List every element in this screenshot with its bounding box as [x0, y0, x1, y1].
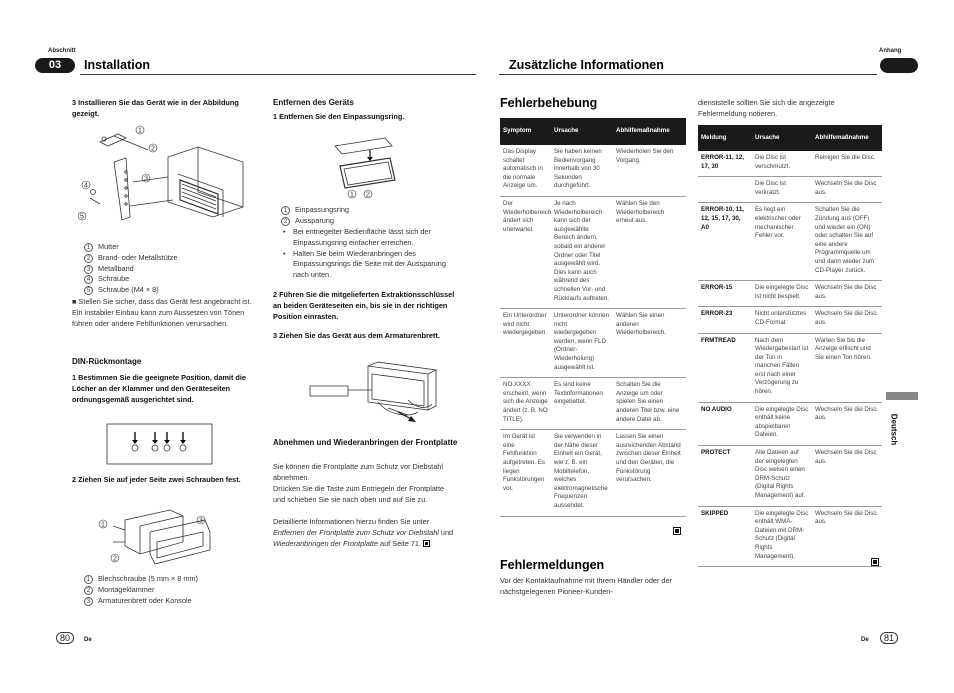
list-item: 1 Einpassungsring: [281, 205, 461, 216]
svg-text:2: 2: [151, 145, 155, 153]
end-mark-icon: [871, 558, 879, 566]
language-code: De: [84, 637, 92, 643]
list-item: 3 Armaturenbrett oder Konsole: [84, 596, 264, 607]
frontplate-text-2: Drücken Sie die Taste zum Entriegeln der Frontplatte und schieben Sie sie nach oben und auf Sie zu.: [273, 484, 445, 504]
section-number-badge: [880, 58, 918, 73]
frontplate-heading: Abnehmen und Wiederanbringen der Frontplatte: [273, 438, 458, 447]
language-side-label: Deutsch: [889, 413, 899, 445]
svg-text:1: 1: [101, 521, 105, 529]
svg-text:4: 4: [84, 182, 88, 190]
extraction-diagram: [308, 360, 443, 422]
table-row: ERROR-11, 12, 17, 30 Die Disc ist verschmutzt. Reinigen Sie die Disc.: [698, 151, 882, 177]
list-item: 1 Mutter: [84, 242, 264, 253]
frontplate-text-1: Sie können die Frontplatte zum Schutz vor Diebstahl abnehmen.: [273, 462, 443, 482]
page-title: Installation: [84, 58, 150, 72]
language-code: De: [861, 637, 869, 643]
din-step-1: 1 Bestimmen Sie die geeignete Position, damit die Löcher an der Klammer und den Geräteseiten ordnungsgemäß ausgerichtet sind.: [72, 373, 246, 404]
table-row: Das Display schaltet automatisch in die normale Anzeige um. Sie haben keinen Bedienvorgang innerhalb von 30 Sekunden durchgeführt. Wiederholen Sie den Vorgang.: [500, 145, 686, 196]
din-heading: DIN-Rückmontage: [72, 357, 142, 366]
column-header: Ursache: [551, 118, 613, 145]
error-messages-table: [698, 125, 882, 567]
troubleshooting-table: [500, 118, 686, 517]
page-title: Zusätzliche Informationen: [509, 58, 664, 72]
list-item: 1 Blechschraube (5 mm × 8 mm): [84, 574, 264, 585]
list-item: • Bei entriegelter Bedienfläche lässt sich der Einpassungsring einfacher erreichen.: [283, 227, 431, 247]
column-header: Abhilfemaßnahme: [613, 118, 686, 145]
list-item: 4 Schraube: [84, 274, 264, 285]
list-item: 2 Aussparung: [281, 216, 461, 227]
table-row: FRMTREAD Nach dem Wiedergabestart ist der Ton in manchen Fällen erst nach einer Verzögerung zu hören. Warten Sie bis die Anzeige erlischt und Sie einen Ton hören.: [698, 333, 882, 402]
table-row: Ein Unterordner wird nicht wiedergegeben. Unterordner können nicht wiedergegeben werden, wenn FLD (Ordner-Wiederholung) ausgewählt ist. Wählen Sie einen anderen Wiederholbereich.: [500, 309, 686, 378]
list-item: 2 Brand- oder Metallstütze: [84, 253, 264, 264]
troubleshooting-heading: Fehlerbehebung: [500, 96, 598, 110]
svg-text:3: 3: [199, 517, 203, 525]
parts-list: [84, 242, 264, 296]
list-item: 2 Montageklammer: [84, 585, 264, 596]
table-row: NO XXXX erscheint, wenn sich die Anzeige ändert (z. B. NO TITLE). Es sind keine Textinformationen eingebettet. Schalten Sie die Anzeige um oder spielen Sie einen anderen Titel bzw. eine andere Datei ab.: [500, 378, 686, 430]
svg-text:2: 2: [366, 191, 370, 199]
list-item: 3 Metallband: [84, 264, 264, 275]
error-messages-heading: Fehlermeldungen: [500, 558, 605, 572]
list-item: 5 Schraube (M4 × 8): [84, 285, 264, 296]
crossref-link[interactable]: Entfernen der Frontplatte zum Schutz vor Diebstahl: [273, 527, 439, 537]
svg-text:2: 2: [113, 555, 117, 563]
caution-note: ■ Stellen Sie sicher, dass das Gerät fest angebracht ist. Ein instabiler Einbau kann zum Aussetzen von Tönen führen oder andere Fehlfunktionen verursachen.: [72, 297, 252, 328]
table-row: Die Disc ist verkratzt. Wechseln Sie die Disc aus.: [698, 177, 882, 203]
remove-step-3: 3 Ziehen Sie das Gerät aus dem Armaturenbrett.: [273, 331, 440, 340]
ring-parts-list: [281, 205, 461, 227]
page-number: 81: [880, 632, 898, 644]
error-messages-intro-1: Vor der Kontaktaufnahme mit Ihrem Händler oder der nächstgelegenen Pioneer-Kunden-: [500, 576, 672, 596]
svg-text:3: 3: [144, 175, 148, 183]
remove-step-1: 1 Entfernen Sie den Einpassungsring.: [273, 112, 405, 121]
column-header: Meldung: [698, 125, 752, 151]
trim-ring-diagram: [330, 136, 410, 200]
table-row: NO AUDIO Die eingelegte Disc enthält keine abspielbaren Dateien. Wechseln Sie die Disc aus.: [698, 402, 882, 445]
title-rule: [80, 74, 476, 75]
table-row: ERROR-23 Nicht unterstütztes CD-Format Wechseln Sie die Disc aus.: [698, 307, 882, 333]
bracket-alignment-diagram: [105, 420, 215, 468]
end-mark-icon: [423, 540, 430, 547]
list-item: • Halten Sie beim Wiederanbringen des Einpassungsrings die Seite mit der Aussparung nach unten.: [283, 248, 446, 280]
column-header: Ursache: [752, 125, 812, 151]
installation-diagram: [78, 122, 248, 232]
error-messages-intro-2: dienststelle sollten Sie sich die angezeigte Fehlermeldung notieren.: [698, 98, 835, 118]
svg-text:1: 1: [350, 191, 354, 199]
table-row: ERROR-10, 11, 12, 15, 17, 30, A0 Es liegt ein elektrischer oder mechanischer Fehler vor. Schalten Sie die Zündung aus (OFF) und wieder ein (ON) oder schalten Sie auf eine andere Programmquelle um und dann wieder zum CD-Player zurück.: [698, 203, 882, 281]
title-rule: [499, 74, 877, 75]
table-row: SKIPPED Die eingelegte Disc enthält WMA-Dateien mit DRM-Schutz (Digital Rights Management). Wechseln Sie die Disc aus.: [698, 506, 882, 567]
ring-notes: [283, 227, 455, 281]
remove-step-2: 2 Führen Sie die mitgelieferten Extraktionsschlüssel an beiden Geräteseiten ein, bis sie in der richtigen Position einrasten.: [273, 290, 455, 321]
remove-heading: Entfernen des Geräts: [273, 98, 354, 107]
column-header: Symptom: [500, 118, 551, 145]
section-label: Abschnitt: [48, 48, 76, 54]
table-row: Der Wiederholbereich ändert sich unerwartet. Je nach Wiederholbereich kann sich der ausgewählte Bereich ändern, sobald ein anderer Ordner oder Titel ausgewählt wird. Dies kann auch während des schnellen Vor- und Rücklaufs auftreten. Wählen Sie den Wiederholbereich erneut aus.: [500, 196, 686, 308]
frontplate-text-3: Detaillierte Informationen hierzu finden Sie unter Entfernen der Frontplatte zum Schutz vor Diebstahl und Wiederanbringen der Frontplatte auf Seite 71.: [273, 517, 454, 548]
section-number-badge: 03: [35, 58, 75, 73]
section-label: Anhang: [879, 48, 902, 54]
table-row: Im Gerät ist eine Fehlfunktion aufgetreten. Es liegen Funkstörungen vor. Sie verwenden in der Nähe dieser Einheit ein Gerät, wie z. B. ein Mobiltelefon, welches elektromagnetische Frequenzen aussendet. Lassen Sie einen ausreichenden Abstand zwischen dieser Einheit und den Geräten, die Funkstörung verursachen.: [500, 430, 686, 516]
din-step-2: 2 Ziehen Sie auf jeder Seite zwei Schrauben fest.: [72, 475, 241, 484]
step-3-instruction: 3 Installieren Sie das Gerät wie in der Abbildung gezeigt.: [72, 98, 239, 118]
crossref-link[interactable]: Wiederanbringen der Frontplatte: [273, 538, 378, 548]
page-number: 80: [56, 632, 74, 644]
column-header: Abhilfemaßnahme: [812, 125, 882, 151]
screw-parts-list: [84, 574, 264, 606]
svg-text:5: 5: [80, 213, 84, 221]
table-row: PROTECT Alle Dateien auf der eingelegten Disc weisen einen DRM-Schutz (Digital Rights Management) auf. Wechseln Sie die Disc aus.: [698, 446, 882, 507]
table-row: ERROR-15 Die eingelegte Disc ist nicht bespielt. Wechseln Sie die Disc aus.: [698, 281, 882, 307]
svg-text:1: 1: [138, 127, 142, 135]
language-side-tab: [886, 392, 918, 400]
screw-mounting-diagram: [95, 502, 215, 568]
end-mark-icon: [673, 527, 681, 535]
